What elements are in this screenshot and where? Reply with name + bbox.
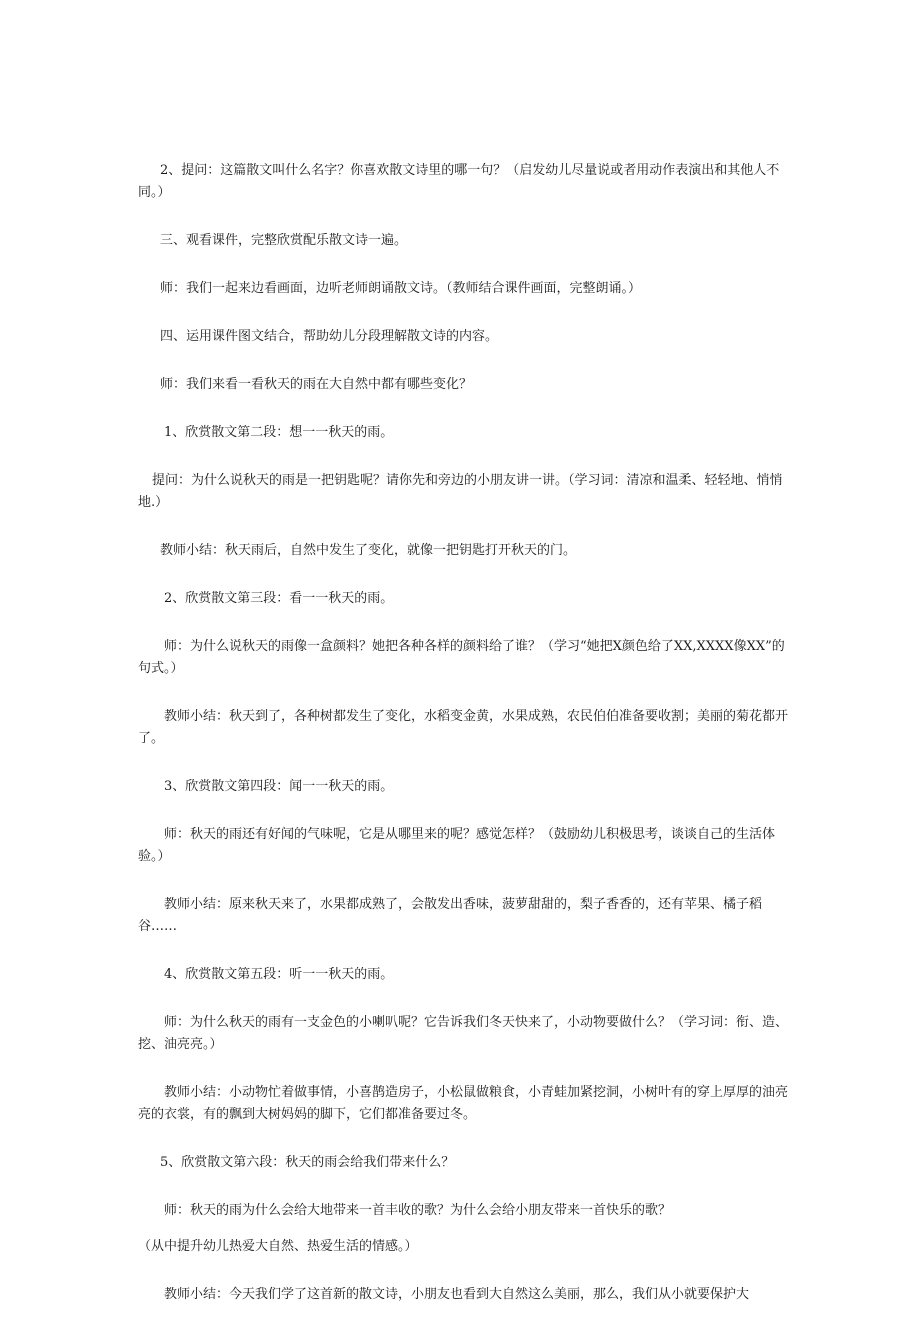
paragraph-summary-4: 教师小结：小动物忙着做事情，小喜鹊造房子，小松鼠做粮食，小青蛙加紧挖洞，小树叶有的穿上厚厚的油亮亮的衣裳，有的飘到大树妈妈的脚下，它们都准备要过冬。 xyxy=(138,1085,789,1122)
paragraph-question-2: 2、提问：这篇散文叫什么名字？你喜欢散文诗里的哪一句？（启发幼儿尽量说或者用动作表演出和其他人不同。） xyxy=(138,163,780,200)
paragraph-summary-1: 教师小结：秋天雨后，自然中发生了变化，就像一把钥匙打开秋天的门。 xyxy=(160,543,577,558)
paragraph-teacher-recite: 师：我们一起来边看画面，边听老师朗诵散文诗。（教师结合课件画面，完整朗诵。） xyxy=(160,281,642,296)
paragraph-summary-2: 教师小结：秋天到了，各种树都发生了变化，水稻变金黄，水果成熟，农民伯伯准备要收割；美丽的菊花都开了。 xyxy=(138,709,789,746)
paragraph-teacher-colors: 师：为什么说秋天的雨像一盒颜料？她把各种各样的颜料给了谁？（学习“她把X颜色给了XX,XXXX像XX”的句式。） xyxy=(138,639,785,676)
paragraph-teacher-smell: 师：秋天的雨还有好闻的气味呢，它是从哪里来的呢？感觉怎样？（鼓励幼儿积极思考，谈谈自己的生活体验。） xyxy=(138,827,776,864)
paragraph-summary-final: 教师小结：今天我们学了这首新的散文诗，小朋友也看到大自然这么美丽，那么，我们从小就要保护大 xyxy=(164,1287,750,1302)
paragraph-section-3: 3、欣赏散文第四段：闻一一秋天的雨。 xyxy=(164,779,394,794)
paragraph-section-1: 1、欣赏散文第二段：想一一秋天的雨。 xyxy=(164,425,394,440)
paragraph-section-2: 2、欣赏散文第三段：看一一秋天的雨。 xyxy=(164,591,394,606)
paragraph-section-4: 4、欣赏散文第五段：听一一秋天的雨。 xyxy=(164,967,394,982)
paragraph-step-3: 三、观看课件，完整欣赏配乐散文诗一遍。 xyxy=(160,233,408,248)
paragraph-summary-3: 教师小结：原来秋天来了，水果都成熟了，会散发出香味，菠萝甜甜的，梨子香香的，还有苹果、橘子稻谷…… xyxy=(138,897,763,934)
paragraph-teacher-look: 师：我们来看一看秋天的雨在大自然中都有哪些变化？ xyxy=(160,377,473,392)
paragraph-teacher-trumpet: 师：为什么秋天的雨有一支金色的小喇叭呢？它告诉我们冬天快来了，小动物要做什么？（学习词：衔、造、挖、油亮亮。） xyxy=(138,1015,789,1052)
paragraph-question-key: 提问：为什么说秋天的雨是一把钥匙呢？请你先和旁边的小朋友讲一讲。（学习词：清凉和温柔、轻轻地、悄悄地.） xyxy=(138,473,783,510)
paragraph-emotion-note: （从中提升幼儿热爱大自然、热爱生活的情感。） xyxy=(138,1239,418,1254)
paragraph-section-5: 5、欣赏散文第六段：秋天的雨会给我们带来什么？ xyxy=(160,1155,455,1170)
document-body xyxy=(138,160,790,1332)
paragraph-step-4: 四、运用课件图文结合，帮助幼儿分段理解散文诗的内容。 xyxy=(160,329,499,344)
paragraph-teacher-song: 师：秋天的雨为什么会给大地带来一首丰收的歌？为什么会给小朋友带来一首快乐的歌？ xyxy=(164,1203,672,1218)
